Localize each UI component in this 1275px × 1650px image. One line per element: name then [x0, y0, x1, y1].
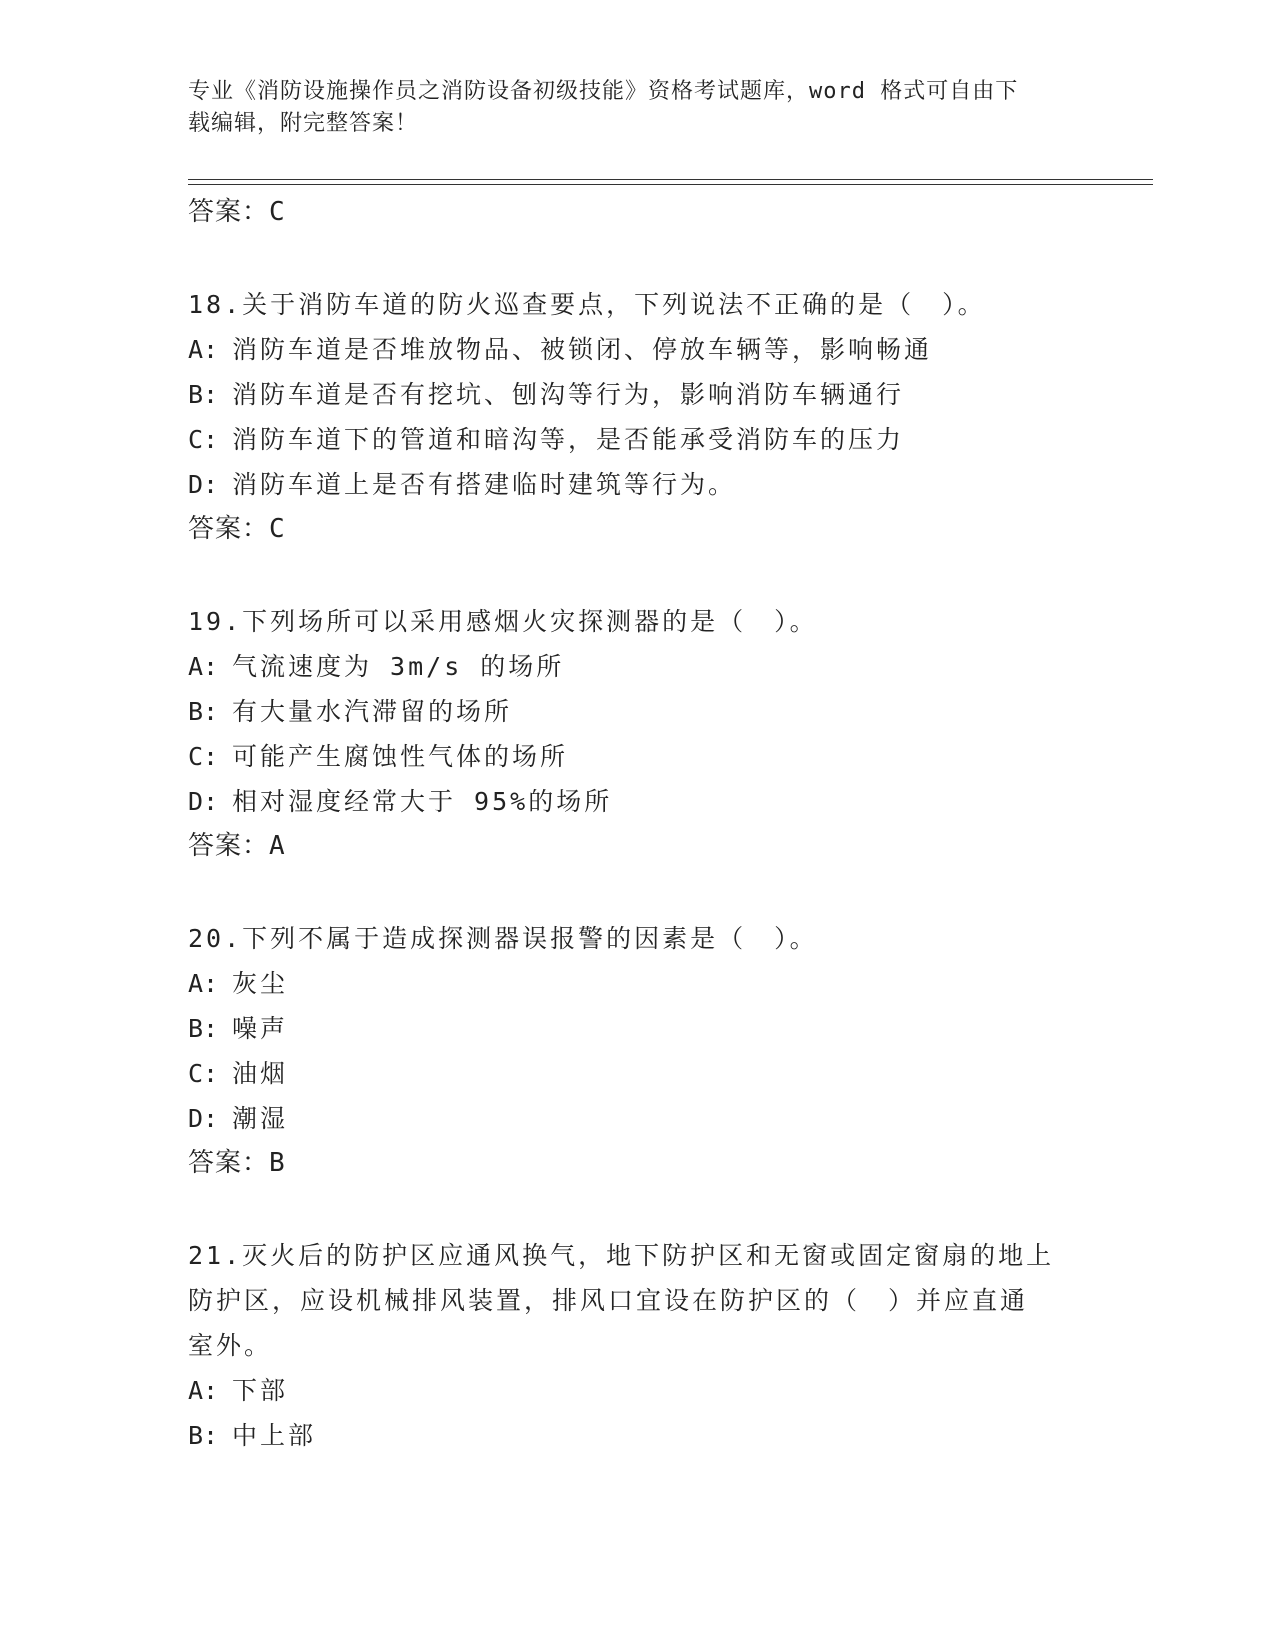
answer-line: 答案：A	[188, 831, 286, 861]
answer-value: B	[269, 1148, 286, 1178]
answer-value: C	[269, 514, 286, 544]
question-block	[188, 282, 1088, 552]
header-line-2: 载编辑，附完整答案！	[188, 111, 419, 136]
option-d: D: 潮湿	[188, 1104, 289, 1133]
header-divider-bottom	[188, 184, 1153, 185]
document-header	[188, 76, 1088, 140]
question-list	[188, 190, 1088, 1458]
answer-line	[188, 190, 1088, 235]
question-block	[188, 916, 1088, 1186]
answer-label: 答案：	[188, 197, 270, 227]
option-b: B: 有大量水汽滞留的场所	[188, 697, 513, 726]
option-a: A: 灰尘	[188, 969, 289, 998]
option-d: D: 相对湿度经常大于 95%的场所	[188, 787, 613, 816]
answer-line: 答案：C	[188, 514, 286, 544]
question-text-line-2: 防护区，应设机械排风装置，排风口宜设在防护区的（ ）并应直通	[188, 1286, 1029, 1315]
option-b: B: 噪声	[188, 1014, 289, 1043]
option-b: B: 消防车道是否有挖坑、刨沟等行为，影响消防车辆通行	[188, 380, 905, 409]
option-a: A: 气流速度为 3m/s 的场所	[188, 652, 565, 681]
header-line-1: 专业《消防设施操作员之消防设备初级技能》资格考试题库，word 格式可自由下	[188, 79, 1019, 104]
option-a: A: 下部	[188, 1376, 289, 1405]
option-d: D: 消防车道上是否有搭建临时建筑等行为。	[188, 470, 737, 499]
question-block	[188, 1233, 1088, 1458]
answer-value: A	[269, 831, 286, 861]
option-c: C: 消防车道下的管道和暗沟等，是否能承受消防车的压力	[188, 425, 905, 454]
option-a: A: 消防车道是否堆放物品、被锁闭、停放车辆等，影响畅通	[188, 335, 933, 364]
question-text: 20.下列不属于造成探测器误报警的因素是（ ）。	[188, 924, 818, 953]
answer-value: C	[269, 197, 286, 227]
question-text-line-1: 21.灭火后的防护区应通风换气，地下防护区和无窗或固定窗扇的地上	[188, 1241, 1055, 1270]
answer-line: 答案：B	[188, 1148, 286, 1178]
question-text: 18.关于消防车道的防火巡查要点，下列说法不正确的是（ ）。	[188, 290, 986, 319]
option-c: C: 油烟	[188, 1059, 289, 1088]
question-text: 19.下列场所可以采用感烟火灾探测器的是（ ）。	[188, 607, 818, 636]
question-block	[188, 599, 1088, 869]
option-b: B: 中上部	[188, 1421, 317, 1450]
header-divider-top	[188, 179, 1153, 180]
question-text-line-3: 室外。	[188, 1331, 273, 1360]
option-c: C: 可能产生腐蚀性气体的场所	[188, 742, 569, 771]
